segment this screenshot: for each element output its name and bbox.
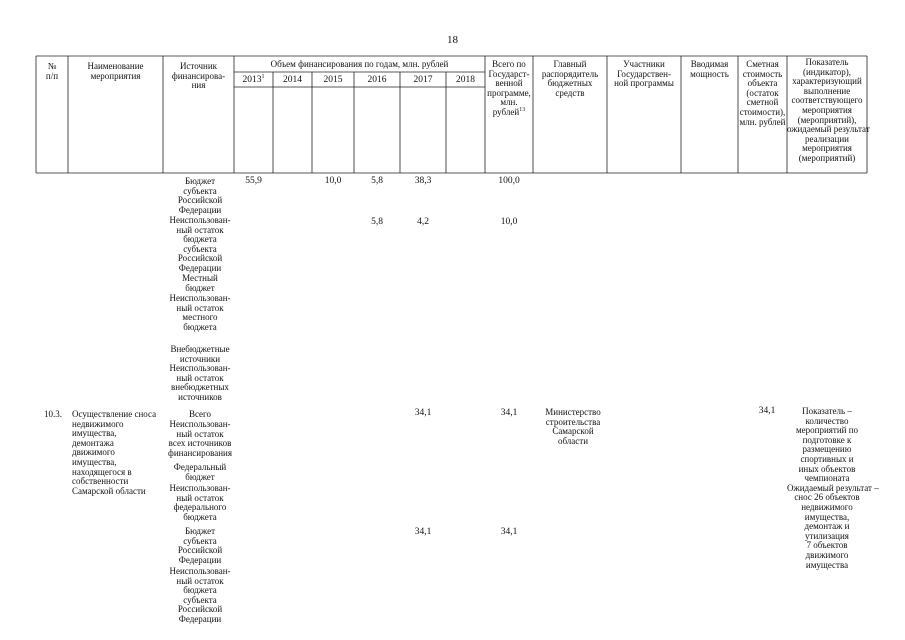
item-indicator: Показатель – количество мероприятий по подготовке к размещению спортивных и иных объектов чемпионата Ожидаемый результат – снос 26 объектов недвижимого имущества, демонтаж и утилизация 7 объектов движимого имущества [787, 406, 879, 570]
source-total: Всего [188, 409, 212, 419]
header-total: Всего по Государст- венной программе, млн. рублей$^{13}$ [487, 59, 531, 117]
source-extrabudgetary: Внебюджетные источники [170, 344, 230, 364]
header-cost: Сметная стоимость объекта (остаток сметной стоимости), млн. рублей [739, 59, 786, 127]
header-name: Наименование мероприятия [87, 61, 144, 81]
cell-value: 34,1 [414, 408, 432, 418]
source-subject-remainder: Неиспользован- ный остаток бюджета субъекта Российской Федерации [169, 566, 231, 624]
source-federal-budget: Федеральный бюджет [173, 462, 227, 482]
header-year-2016: 2016 [367, 75, 387, 85]
item-number: 10.3. [44, 409, 62, 419]
cell-value: 100,0 [498, 176, 520, 186]
header-year-2015: 2015 [323, 75, 343, 85]
source-local-budget: Местный бюджет [182, 273, 218, 293]
header-year-2018: 2018 [456, 75, 475, 85]
source-federal-remainder: Неиспользован- ный остаток федерального бюджета [169, 483, 231, 522]
source-subject-remainder: Неиспользован- ный остаток бюджета субъекта Российской Федерации [169, 215, 231, 273]
header-volume: Объем финансирования по годам, млн. рублей [270, 59, 449, 69]
item-name: Осуществление сноса недвижимого имущества, демонтажа движимого имущества, находящегося в собственности Самарской области [72, 409, 157, 496]
cell-value: 4,2 [417, 217, 429, 227]
source-subject-budget: Бюджет субъекта Российской Федерации [177, 176, 223, 215]
item-chief: Министерство строительства Самарской области [545, 407, 601, 446]
header-chief: Главный распорядитель бюджетных средств [541, 59, 599, 98]
source-local-remainder: Неиспользован- ный остаток местного бюджета [169, 293, 231, 332]
cell-value: 34,1 [500, 527, 518, 537]
cell-value: 5,8 [371, 176, 383, 186]
page-number: 18 [447, 34, 458, 46]
source-all-remainder: Неиспользован- ный остаток всех источников финансирования [168, 419, 232, 458]
source-subject-budget: Бюджет субъекта Российской Федерации [177, 526, 223, 565]
header-capacity: Вводимая мощность [690, 59, 729, 79]
cell-value: 34,1 [500, 408, 518, 418]
cell-value: 38,3 [414, 176, 432, 186]
cell-value: 10,0 [324, 176, 342, 186]
header-num: № п/п [45, 61, 59, 81]
cell-value: 10,0 [500, 217, 518, 227]
cell-value: 55,9 [245, 176, 262, 186]
header-participants: Участники Государствен- ной программы [614, 59, 674, 89]
header-year-2014: 2014 [283, 75, 302, 85]
header-source: Источник финансирова- ния [171, 61, 226, 91]
header-indicator: Показатель (индикатор), характеризующий выполнение соответствующего мероприятия (мероприятий), ожидаемый результат реализации мероприятия (мероприятий) [787, 57, 870, 163]
cell-value: 5,8 [371, 217, 383, 227]
source-extrabudgetary-remainder: Неиспользован- ный остаток внебюджетных источников [169, 363, 231, 402]
header-year-2013: 2013$^1$ [242, 73, 265, 85]
header-year-2017: 2017 [413, 75, 433, 85]
item-cost: 34,1 [758, 406, 776, 416]
cell-value: 34,1 [414, 527, 432, 537]
